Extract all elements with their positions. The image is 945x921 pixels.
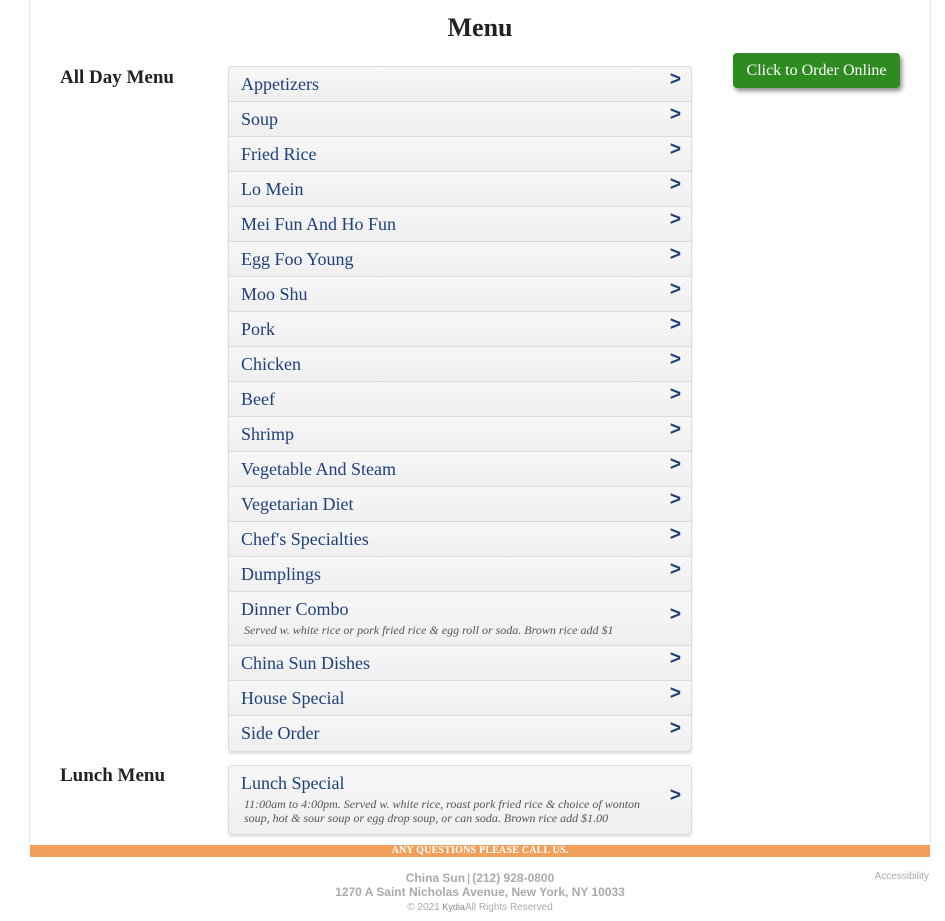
all-day-menu-item[interactable] [229, 102, 691, 137]
all-day-menu-item[interactable] [229, 487, 691, 522]
all-day-menu-item[interactable] [229, 312, 691, 347]
chevron-right-icon: > [669, 69, 681, 90]
menu-item-name: Appetizers [241, 74, 319, 94]
menu-item-name: Moo Shu [241, 284, 308, 304]
chevron-right-icon: > [669, 454, 681, 475]
all-day-menu-title: All Day Menu [60, 67, 174, 88]
chevron-right-icon: > [669, 419, 681, 440]
all-day-menu-item[interactable] [229, 522, 691, 557]
footer-separator: | [467, 871, 471, 885]
all-day-menu-item[interactable] [229, 557, 691, 592]
menu-item-name: China Sun Dishes [241, 653, 371, 673]
chevron-right-icon: > [669, 174, 681, 195]
all-day-menu-list [228, 66, 692, 752]
restaurant-name: China Sun [405, 871, 466, 885]
accessibility-link[interactable]: Accessibility [874, 871, 929, 882]
rights-text: All Rights Reserved [464, 902, 553, 913]
menu-item-name: Shrimp [241, 424, 295, 444]
lunch-menu-title: Lunch Menu [60, 765, 166, 786]
page-title: Menu [447, 13, 513, 42]
all-day-menu-item[interactable] [229, 207, 691, 242]
contact-banner: ANY QUESTIONS PLEASE CALL US. [30, 845, 930, 857]
all-day-menu-item[interactable] [229, 277, 691, 312]
all-day-menu-item[interactable] [229, 452, 691, 487]
all-day-menu-item[interactable] [229, 172, 691, 207]
menu-item-description: Served w. white rice or pork fried rice & egg roll or soda. Brown rice add $1 [244, 623, 614, 637]
chevron-right-icon: > [669, 524, 681, 545]
chevron-right-icon: > [669, 104, 681, 125]
menu-item-name: Pork [241, 319, 276, 339]
chevron-right-icon: > [669, 559, 681, 580]
menu-item-name: Mei Fun And Ho Fun [241, 214, 397, 234]
all-day-menu-item[interactable] [229, 646, 691, 681]
chevron-right-icon: > [669, 384, 681, 405]
all-day-menu-item[interactable] [229, 592, 691, 646]
menu-item-name: Lunch Special [241, 773, 345, 793]
chevron-right-icon: > [669, 279, 681, 300]
menu-item-description: 11:00am to 4:00pm. Served w. white rice, roast pork fried rice & choice of wonton soup, hot & sour soup or egg drop soup, or can soda. Brown rice add $1.00 [244, 797, 641, 825]
all-day-menu-item[interactable] [229, 347, 691, 382]
order-online-button[interactable]: Click to Order Online [733, 53, 900, 88]
all-day-menu-item[interactable] [229, 681, 691, 716]
chevron-right-icon: > [669, 489, 681, 510]
menu-item-name: Chef's Specialties [241, 529, 369, 549]
menu-item-name: Side Order [241, 723, 320, 743]
all-day-menu-item[interactable] [229, 382, 691, 417]
menu-item-name: Dinner Combo [241, 599, 349, 619]
all-day-menu-item[interactable] [229, 67, 691, 102]
menu-item-name: Vegetarian Diet [241, 494, 354, 514]
menu-item-name: Lo Mein [241, 179, 304, 199]
chevron-right-icon: > [669, 139, 681, 160]
footer-info [0, 871, 945, 899]
copyright-year: © 2021 [407, 902, 440, 913]
copyright [0, 902, 945, 913]
menu-item-name: House Special [241, 688, 345, 708]
chevron-right-icon: > [669, 244, 681, 265]
chevron-right-icon: > [669, 785, 681, 806]
chevron-right-icon: > [669, 648, 681, 669]
chevron-right-icon: > [669, 349, 681, 370]
chevron-right-icon: > [669, 718, 681, 739]
chevron-right-icon: > [669, 209, 681, 230]
lunch-menu-list [228, 765, 692, 835]
brand-link[interactable]: Kydia [442, 902, 465, 912]
address: 1270 A Saint Nicholas Avenue, New York, NY 10033 [335, 885, 625, 899]
menu-item-name: Egg Foo Young [241, 249, 354, 269]
menu-item-name: Soup [241, 109, 279, 129]
lunch-menu-item[interactable] [229, 766, 691, 834]
chevron-right-icon: > [669, 683, 681, 704]
menu-item-name: Beef [241, 389, 275, 409]
phone-link[interactable]: (212) 928-0800 [472, 871, 555, 885]
menu-item-name: Dumplings [241, 564, 322, 584]
chevron-right-icon: > [669, 314, 681, 335]
menu-item-name: Chicken [241, 354, 301, 374]
all-day-menu-item[interactable] [229, 137, 691, 172]
all-day-menu-item[interactable] [229, 417, 691, 452]
menu-item-name: Fried Rice [241, 144, 317, 164]
chevron-right-icon: > [669, 604, 681, 625]
all-day-menu-item[interactable] [229, 242, 691, 277]
menu-item-name: Vegetable And Steam [241, 459, 396, 479]
all-day-menu-item[interactable] [229, 716, 691, 751]
